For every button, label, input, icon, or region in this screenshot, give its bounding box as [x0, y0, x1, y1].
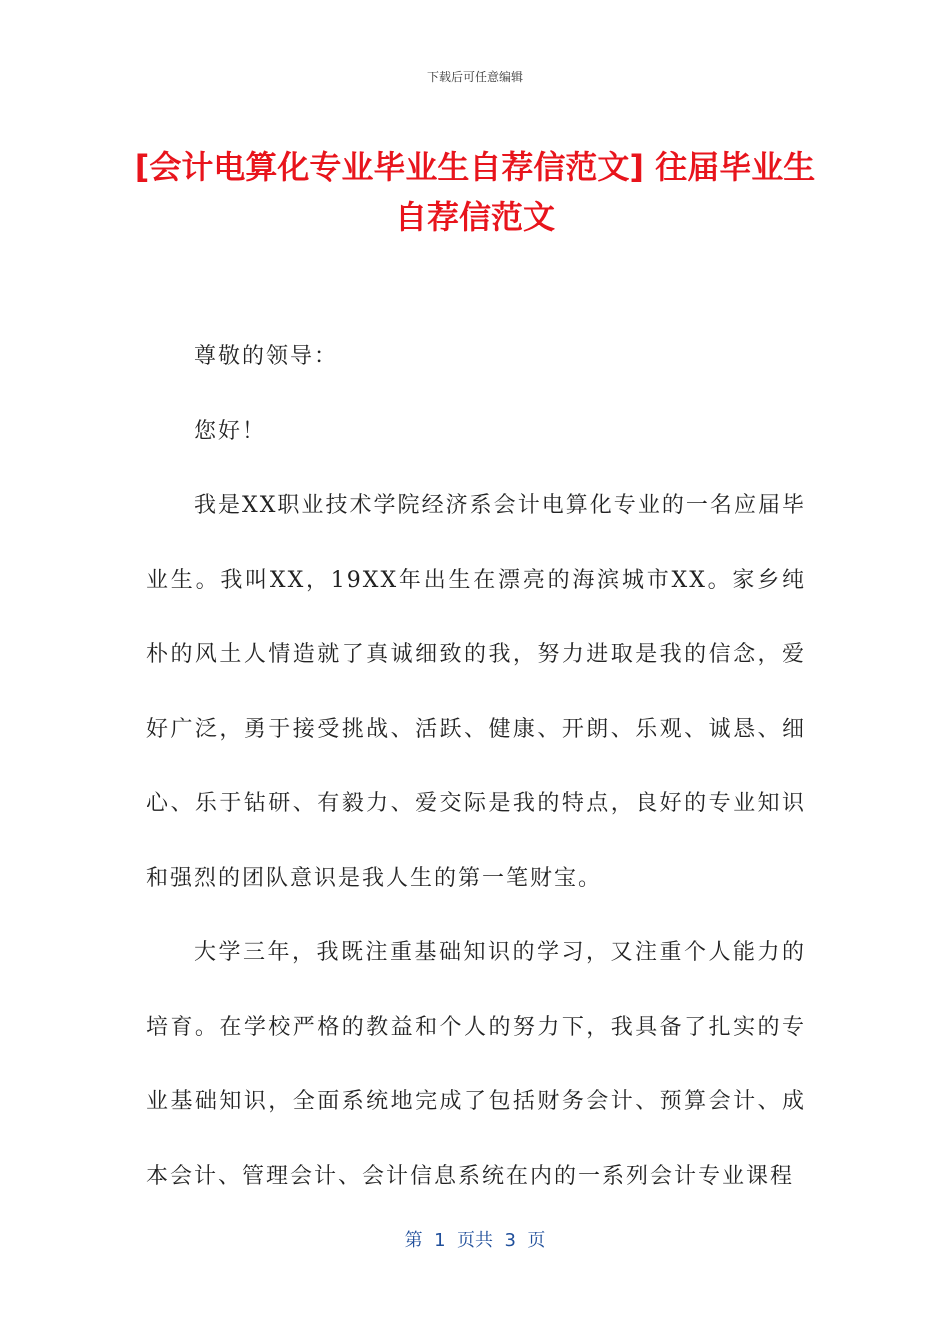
page-number-footer: 第 1 页共 3 页	[404, 1230, 546, 1251]
intro-paragraph: 我是XX职业技术学院经济系会计电算化专业的一名应届毕业生。我叫XX，19XX年出生在漂亮的海滨城市XX。家乡纯朴的风土人情造就了真诚细致的我，努力进取是我的信念，爱好广泛，勇于接受挑战、活跃、健康、开朗、乐观、诚恳、细心、乐于钻研、有毅力、爱交际是我的特点，良好的专业知识和强烈的团队意识是我人生的第一笔财宝。	[146, 493, 806, 891]
document-body	[146, 320, 806, 1214]
study-paragraph: 大学三年，我既注重基础知识的学习，又注重个人能力的培育。在学校严格的教益和个人的努力下，我具备了扎实的专业基础知识，全面系统地完成了包括财务会计、预算会计、成本会计、管理会计、会计信息系统在内的一系列会计专业课程	[146, 940, 806, 1189]
salutation-paragraph: 尊敬的领导：	[194, 344, 339, 369]
document-title: [会计电算化专业毕业生自荐信范文] 往届毕业生自荐信范文	[134, 148, 816, 236]
greeting-paragraph: 您好！	[194, 418, 267, 444]
header-note: 下载后可任意编辑	[426, 70, 523, 84]
